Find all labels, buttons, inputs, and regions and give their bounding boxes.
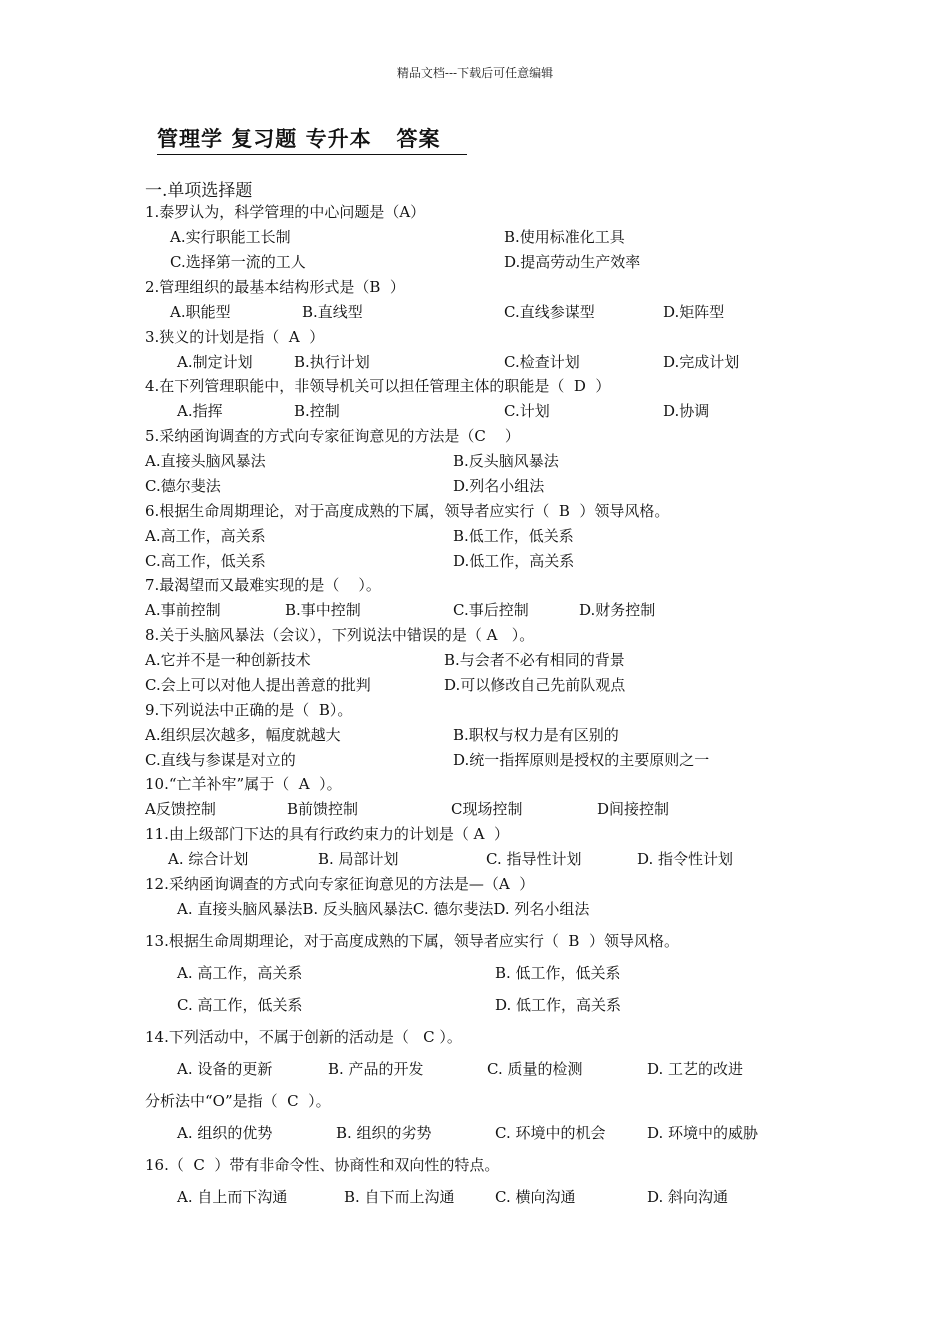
q6-option-b: B.低工作，低关系 [453,527,574,545]
q13-option-b: B. 低工作，低关系 [495,964,621,982]
q8-option-a: A.它并不是一种创新技术 [145,651,311,669]
q5-option-c: C.德尔斐法 [145,477,221,495]
q10-option-c: C现场控制 [451,800,523,818]
question-1: 1.泰罗认为，科学管理的中心问题是（A） [145,203,426,221]
q4-option-a: A.指挥 [177,402,223,420]
q2-option-c: C.直线参谋型 [504,303,595,321]
question-13: 13.根据生命周期理论，对于高度成熟的下属，领导者应实行（ B ）领导风格。 [145,932,679,950]
q10-option-b: B前馈控制 [287,800,359,818]
q13-option-a: A. 高工作，高关系 [177,964,303,982]
q1-option-b: B.使用标准化工具 [504,228,625,246]
q7-option-c: C.事后控制 [453,601,529,619]
question-9: 9.下列说法中正确的是（ B）。 [145,701,353,719]
q9-option-a: A.组织层次越多，幅度就越大 [145,726,341,744]
document-title: 管理学 复习题 专升本 答案 [157,123,467,155]
q15-option-b: B. 组织的劣势 [336,1124,432,1142]
q5-option-d: D.列名小组法 [453,477,545,495]
q1-option-d: D.提高劳动生产效率 [504,253,641,271]
q11-option-c: C. 指导性计划 [486,850,582,868]
q1-option-a: A.实行职能工长制 [170,228,291,246]
q5-option-b: B.反头脑风暴法 [453,452,559,470]
q15-option-d: D. 环境中的威胁 [647,1124,759,1142]
q16-option-a: A. 自上而下沟通 [177,1188,288,1206]
q14-option-a: A. 设备的更新 [177,1060,273,1078]
q10-option-a: A反馈控制 [145,800,216,818]
q9-option-b: B.职权与权力是有区别的 [453,726,619,744]
q5-option-a: A.直接头脑风暴法 [145,452,266,470]
q10-option-d: D间接控制 [597,800,670,818]
q2-option-b: B.直线型 [302,303,363,321]
q3-option-a: A.制定计划 [177,353,253,371]
q11-option-d: D. 指令性计划 [637,850,734,868]
question-12: 12.采纳函询调查的方式向专家征询意见的方法是—（A ） [145,875,535,893]
q7-option-b: B.事中控制 [285,601,361,619]
q16-option-b: B. 自下而上沟通 [344,1188,455,1206]
q8-option-d: D.可以修改自己先前队观点 [444,676,626,694]
q7-option-d: D.财务控制 [579,601,656,619]
question-15: 分析法中“O”是指（ C ）。 [145,1092,331,1110]
section-heading: 一.单项选择题 [145,181,253,201]
q3-option-b: B.执行计划 [294,353,370,371]
q9-option-c: C.直线与参谋是对立的 [145,751,296,769]
question-14: 14.下列活动中，不属于创新的活动是（ C ）。 [145,1028,462,1046]
q11-option-b: B. 局部计划 [318,850,399,868]
q8-option-b: B.与会者不必有相同的背景 [444,651,625,669]
question-5: 5.采纳函询调查的方式向专家征询意见的方法是（C ） [145,427,520,445]
q9-option-d: D.统一指挥原则是授权的主要原则之一 [453,751,710,769]
question-6: 6.根据生命周期理论，对于高度成熟的下属，领导者应实行（ B ）领导风格。 [145,502,670,520]
page-header: 精品文档---下载后可任意编辑 [396,66,554,80]
q6-option-d: D.低工作，高关系 [453,552,575,570]
q6-option-c: C.高工作，低关系 [145,552,266,570]
q4-option-c: C.计划 [504,402,550,420]
q4-option-b: B.控制 [294,402,340,420]
q14-option-b: B. 产品的开发 [328,1060,424,1078]
q4-option-d: D.协调 [663,402,710,420]
question-3: 3.狭义的计划是指（ A ） [145,328,325,346]
q3-option-d: D.完成计划 [663,353,740,371]
q12-options: A. 直接头脑风暴法B. 反头脑风暴法C. 德尔斐法D. 列名小组法 [177,900,590,918]
question-11: 11.由上级部门下达的具有行政约束力的计划是（ A ） [145,825,509,843]
q15-option-c: C. 环境中的机会 [495,1124,606,1142]
q16-option-d: D. 斜向沟通 [647,1188,729,1206]
q2-option-a: A.职能型 [170,303,231,321]
q14-option-c: C. 质量的检测 [487,1060,583,1078]
q7-option-a: A.事前控制 [145,601,221,619]
q14-option-d: D. 工艺的改进 [647,1060,744,1078]
question-10: 10.“亡羊补牢”属于（ A ）。 [145,775,342,793]
q1-option-c: C.选择第一流的工人 [170,253,306,271]
q15-option-a: A. 组织的优势 [177,1124,273,1142]
question-2: 2.管理组织的最基本结构形式是（B ） [145,278,405,296]
q16-option-c: C. 横向沟通 [495,1188,576,1206]
q8-option-c: C.会上可以对他人提出善意的批判 [145,676,371,694]
question-16: 16.（ C ）带有非命令性、协商性和双向性的特点。 [145,1156,500,1174]
q2-option-d: D.矩阵型 [663,303,725,321]
q11-option-a: A. 综合计划 [168,850,249,868]
q13-option-c: C. 高工作，低关系 [177,996,303,1014]
q6-option-a: A.高工作，高关系 [145,527,266,545]
q3-option-c: C.检查计划 [504,353,580,371]
question-7: 7.最渴望而又最难实现的是（ ）。 [145,576,381,594]
question-4: 4.在下列管理职能中，非领导机关可以担任管理主体的职能是（ D ） [145,377,611,395]
q13-option-d: D. 低工作，高关系 [495,996,622,1014]
question-8: 8.关于头脑风暴法（会议），下列说法中错误的是（ A ）。 [145,626,535,644]
